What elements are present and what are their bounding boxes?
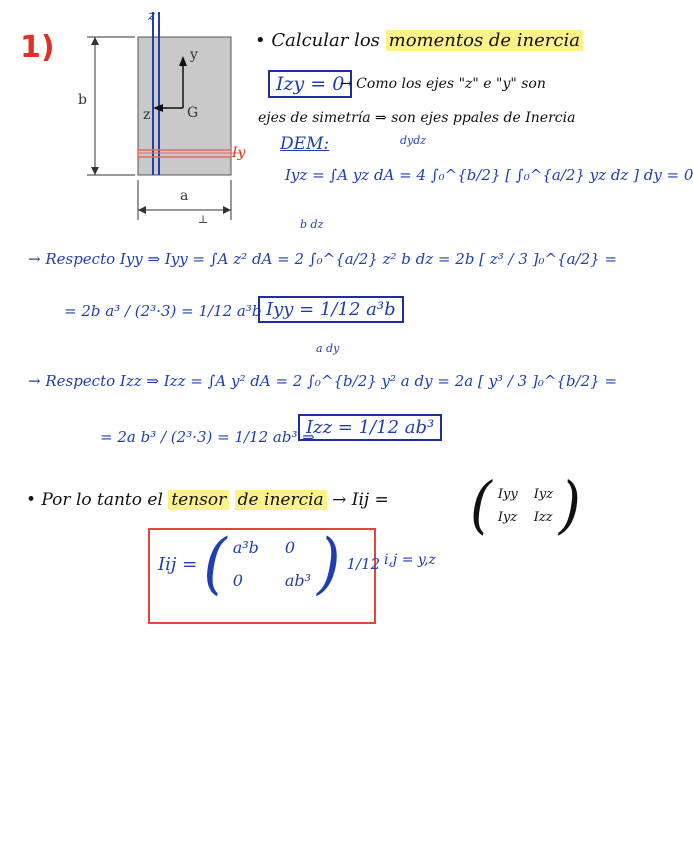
axis-z-label: z <box>143 107 151 123</box>
iyy-line-2: = 2b a³ / (2³·3) = 1/12 a³b <box>64 302 262 320</box>
izz-line-1: → Respecto Izz ⇒ Izz = ∫A y² dA = 2 ∫₀^{b/2} y² a dy = 2a [ y³ / 3 ]₀^{b/2} = <box>28 372 618 390</box>
axis-y-label: y <box>190 47 198 63</box>
bullet-2-suffix: → Iij = <box>332 490 389 510</box>
izy-text-2: ejes de simetría ⇒ son ejes ppales de Inercia <box>258 110 576 126</box>
centroid-label: G <box>187 105 199 121</box>
tensor-sym-r1c1: Iyy <box>497 487 518 502</box>
tensor-sym-r1c2: Iyz <box>533 487 554 502</box>
izy-text-1: → Como los ejes "z" e "y" son <box>340 76 546 92</box>
izz-line-2: = 2a b³ / (2³·3) = 1/12 ab³ ⇒ <box>100 428 315 446</box>
result-factor: 1/12 <box>346 555 381 573</box>
iyy-result-box: Iyy = 1/12 a³b <box>258 296 404 323</box>
section-rectangle <box>138 37 231 175</box>
iyy-line-1: → Respecto Iyy ⇒ Iyy = ∫A z² dA = 2 ∫₀^{a/2} z² b dz = 2b [ z³ / 3 ]₀^{a/2} = <box>28 250 618 268</box>
izy-box: Izy = 0 <box>268 70 352 98</box>
tensor-sym-r2c2: Izz <box>533 510 553 525</box>
result-m21: 0 <box>232 571 243 590</box>
dim-b-label: b <box>78 92 87 108</box>
top-axis-label: z <box>148 8 156 24</box>
bullet-2-prefix: • Por lo tanto el <box>26 490 163 510</box>
cross-section-figure <box>75 10 275 235</box>
dem-equation: Iyz = ∫A yz dA = 4 ∫₀^{b/2} [ ∫₀^{a/2} yz dz ] dy = 0 <box>285 166 693 184</box>
bullet-2-highlight-2: de inercia <box>235 490 327 510</box>
bullet-1-highlight: momentos de inercia <box>386 30 583 51</box>
perp-mark: ⊥ <box>198 213 209 226</box>
result-m12: 0 <box>284 538 296 557</box>
dem-annotation: dydz <box>400 134 427 147</box>
dem-label: DEM: <box>280 134 330 154</box>
tensor-symbolic: ( Iyy Iyz Iyz Izz ) <box>470 469 581 542</box>
result-indices: i,j = y,z <box>384 552 436 568</box>
bullet-2 <box>26 490 389 510</box>
dim-a-label: a <box>180 188 189 204</box>
izz-annotation: a dy <box>316 342 340 355</box>
strip-label: Iy <box>232 145 246 161</box>
result-lhs: Iij = <box>158 553 198 575</box>
bullet-1-prefix: • Calcular los <box>255 30 380 51</box>
bullet-1 <box>255 30 583 51</box>
tensor-sym-r2c1: Iyz <box>497 510 518 525</box>
iyy-annotation: b dz <box>300 218 324 231</box>
result-tensor: Iij = ( a³b 0 0 ab³ ) 1/12 <box>158 525 381 603</box>
bullet-2-highlight-1: tensor <box>168 490 229 510</box>
result-m11: a³b <box>232 538 259 557</box>
izz-result-box: Izz = 1/12 ab³ <box>298 414 442 441</box>
result-m22: ab³ <box>284 571 312 590</box>
section-label: 1) <box>20 30 55 65</box>
